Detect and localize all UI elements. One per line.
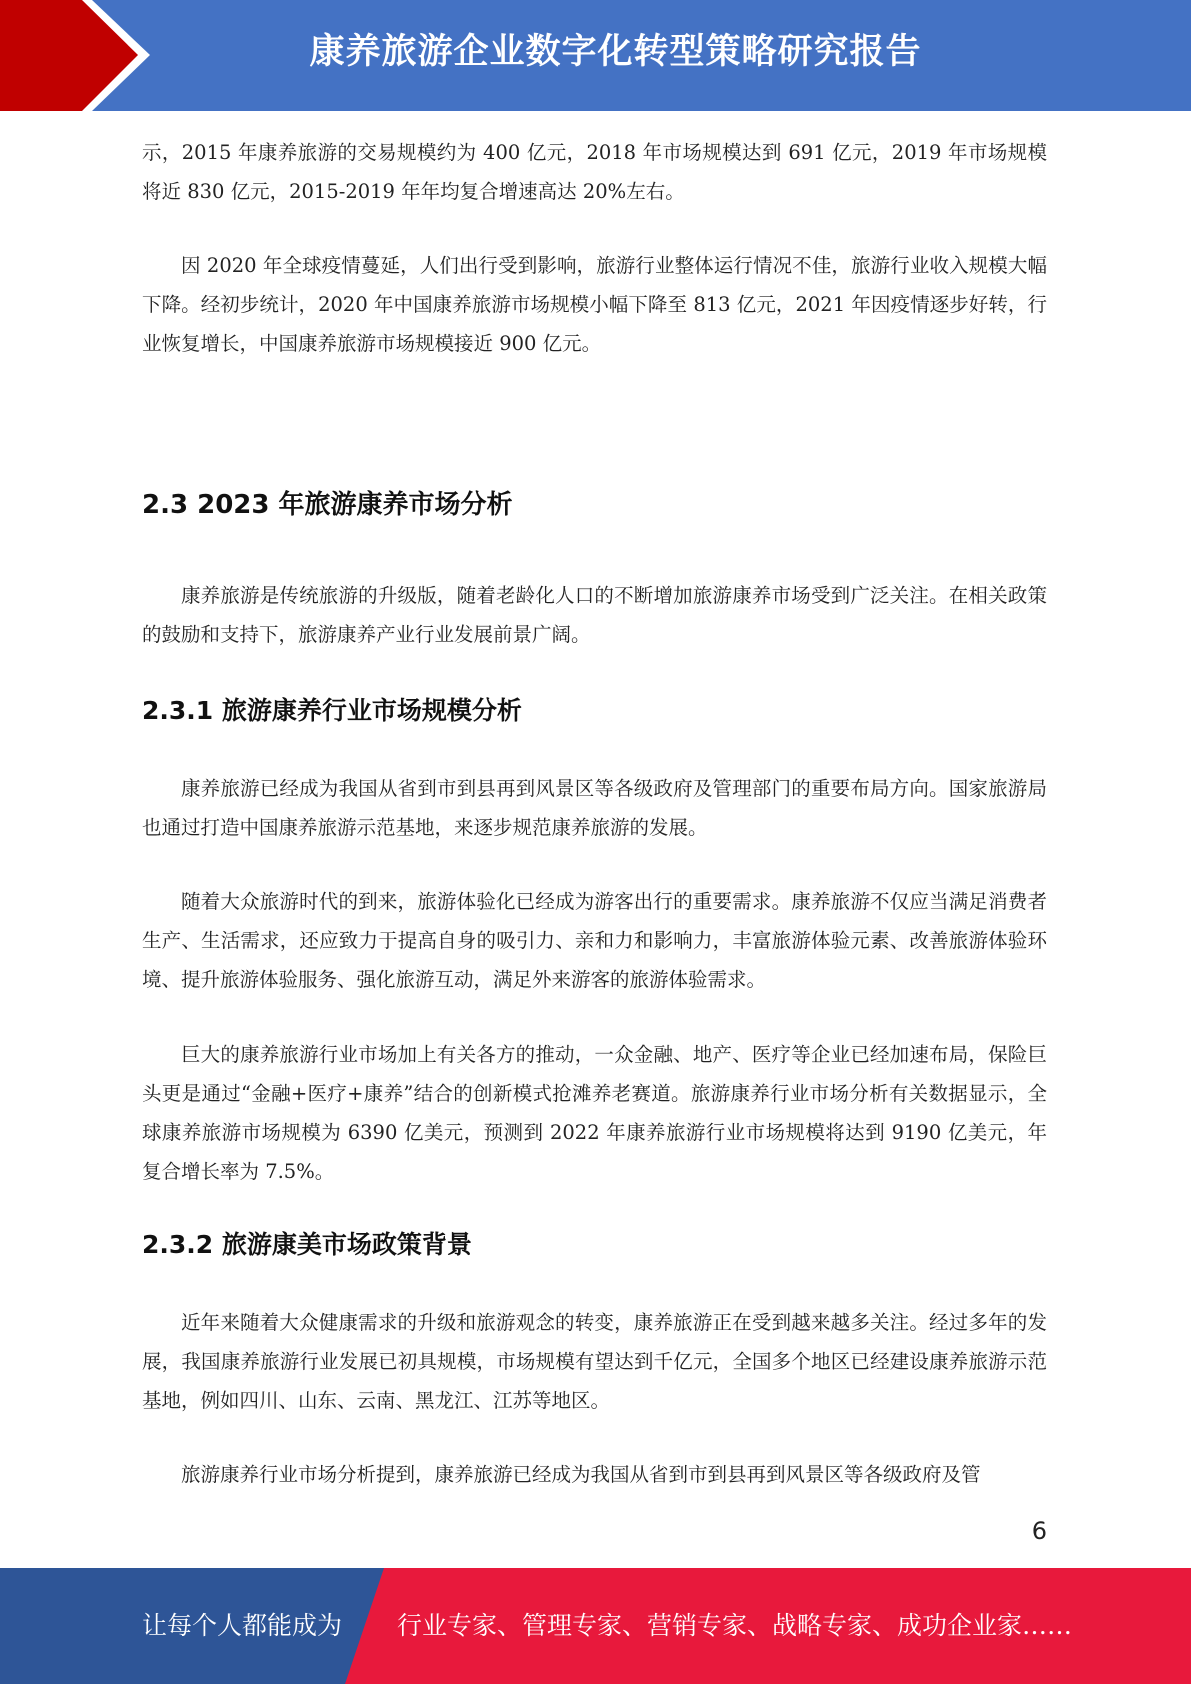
footer-slogan-left: 让每个人都能成为 [142, 1611, 343, 1640]
section-heading-2-3-1: 2.3.1 旅游康养行业市场规模分析 [142, 696, 522, 725]
paragraph-4: 康养旅游已经成为我国从省到市到县再到风景区等各级政府及管理部门的重要布局方向。国家旅游局也通过打造中国康养旅游示范基地，来逐步规范康养旅游的发展。 [142, 777, 1047, 839]
paragraph-8: 旅游康养行业市场分析提到，康养旅游已经成为我国从省到市到县再到风景区等各级政府及管 [181, 1463, 981, 1486]
footer-slogan-right: 行业专家、管理专家、营销专家、战略专家、成功企业家…… [397, 1611, 1073, 1640]
paragraph-1: 示，2015 年康养旅游的交易规模约为 400 亿元，2018 年市场规模达到 691 亿元，2019 年市场规模将近 830 亿元，2015-2019 年年均复合增速高达 20%左右。 [142, 141, 1047, 203]
footer-banner [0, 1568, 1191, 1684]
section-heading-2-3-2: 2.3.2 旅游康美市场政策背景 [142, 1230, 472, 1259]
page-number: 6 [1031, 1517, 1047, 1545]
paragraph-7: 近年来随着大众健康需求的升级和旅游观念的转变，康养旅游正在受到越来越多关注。经过多年的发展，我国康养旅游行业发展已初具规模，市场规模有望达到千亿元，全国多个地区已经建设康养旅游示范基地，例如四川、山东、云南、黑龙江、江苏等地区。 [142, 1311, 1047, 1412]
header-banner [0, 0, 1191, 111]
header-title: 康养旅游企业数字化转型策略研究报告 [309, 32, 922, 72]
paragraph-5: 随着大众旅游时代的到来，旅游体验化已经成为游客出行的重要需求。康养旅游不仅应当满足消费者生产、生活需求，还应致力于提高自身的吸引力、亲和力和影响力，丰富旅游体验元素、改善旅游体验环境、提升旅游体验服务、强化旅游互动，满足外来游客的旅游体验需求。 [142, 890, 1047, 991]
paragraph-3: 康养旅游是传统旅游的升级版，随着老龄化人口的不断增加旅游康养市场受到广泛关注。在相关政策的鼓励和支持下，旅游康养产业行业发展前景广阔。 [142, 584, 1047, 646]
paragraph-6: 巨大的康养旅游行业市场加上有关各方的推动，一众金融、地产、医疗等企业已经加速布局，保险巨头更是通过“金融+医疗+康养”结合的创新模式抢滩养老赛道。旅游康养行业市场分析有关数据显示，全球康养旅游市场规模为 6390 亿美元，预测到 2022 年康养旅游行业市场规模将达到 9190 亿美元，年复合增长率为 7.5%。 [142, 1043, 1047, 1183]
section-heading-2-3: 2.3 2023 年旅游康养市场分析 [142, 490, 513, 520]
paragraph-2: 因 2020 年全球疫情蔓延，人们出行受到影响，旅游行业整体运行情况不佳，旅游行业收入规模大幅下降。经初步统计，2020 年中国康养旅游市场规模小幅下降至 813 亿元，2021 年因疫情逐步好转，行业恢复增长，中国康养旅游市场规模接近 900 亿元。 [142, 254, 1047, 355]
